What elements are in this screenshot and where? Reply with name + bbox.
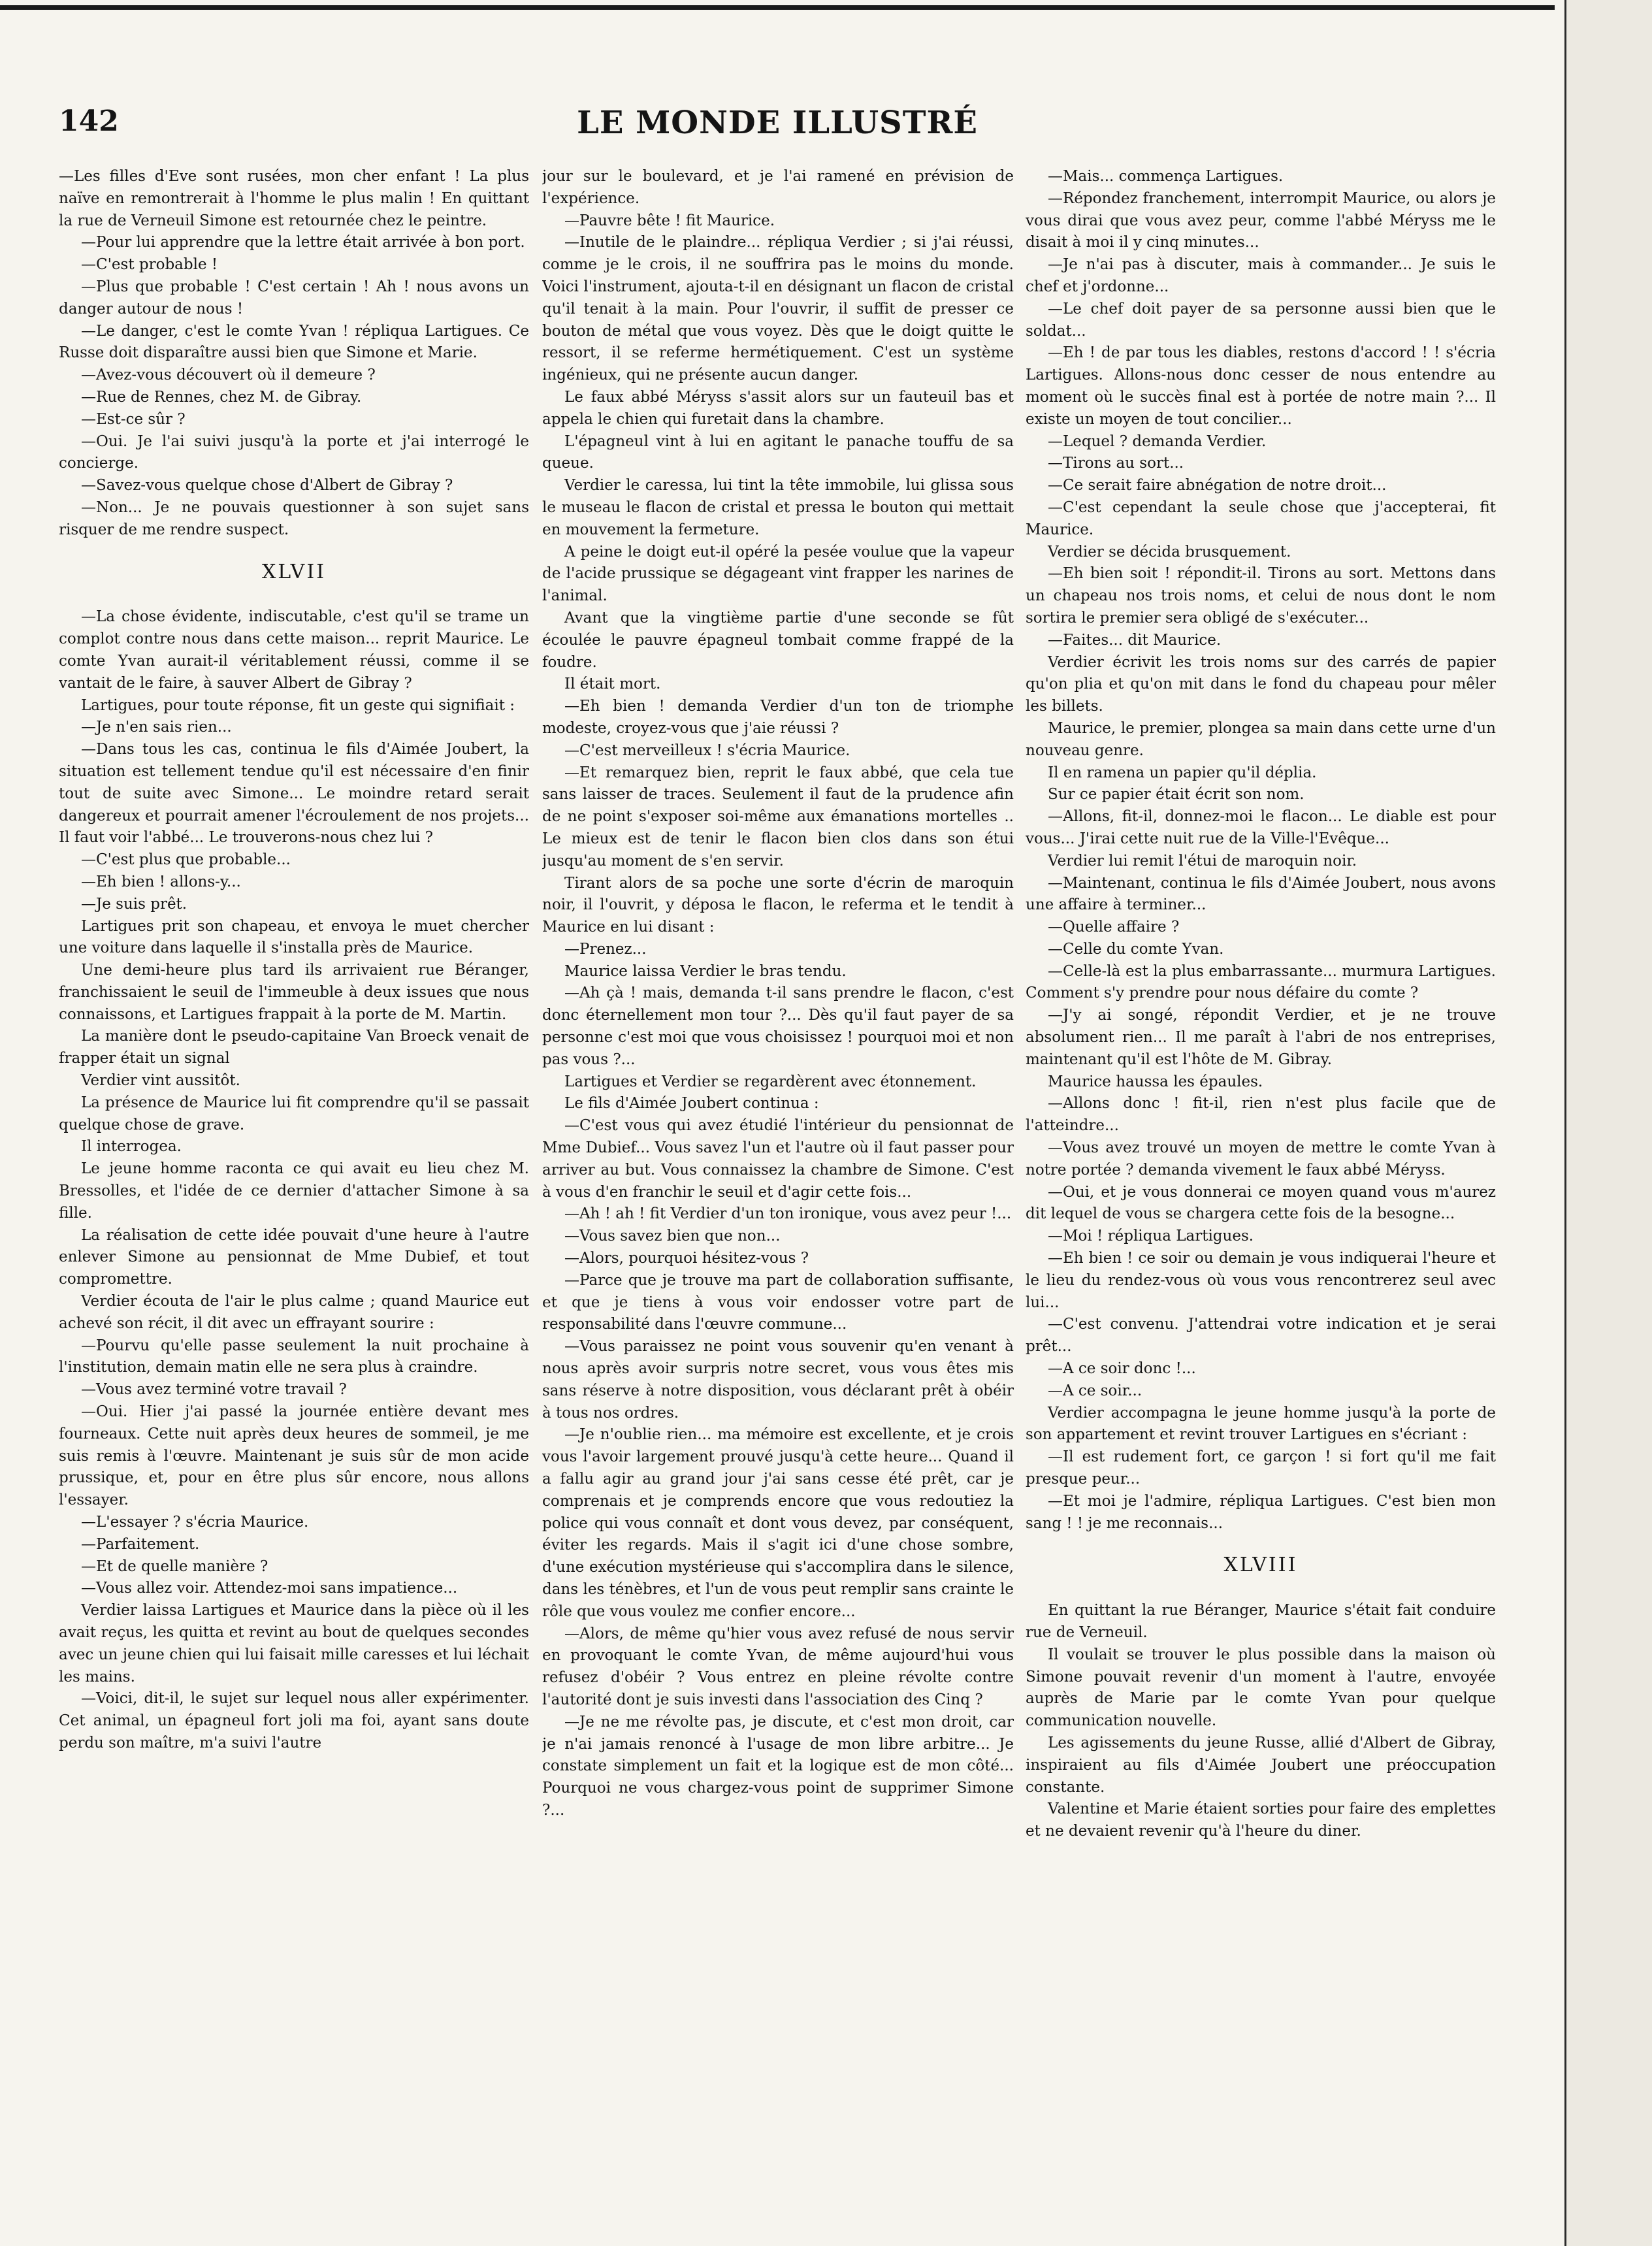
paragraph: —Eh bien ! allons-y... bbox=[81, 873, 241, 890]
paragraph: —Eh bien ! demanda Verdier d'un ton de triomphe modeste, croyez-vous que j'aie réussi ? bbox=[542, 698, 1014, 737]
paragraph: Valentine et Marie étaient sorties pour faire des emplettes et ne devaient revenir qu'à l'heure du diner. bbox=[1026, 1800, 1496, 1840]
running-title: LE MONDE ILLUSTRÉ bbox=[577, 105, 978, 141]
page-number: 142 bbox=[59, 105, 119, 138]
paragraph: Lartigues prit son chapeau, et envoya le muet chercher une voiture dans laquelle il s'installa près de Maurice. bbox=[59, 917, 529, 957]
paragraph: —Je ne me révolte pas, je discute, et c'est mon droit, car je n'ai jamais renoncé à l'usage de mon libre arbitre... Je constate simplement un fait et la logique est de mon côté... Pourquoi ne vous chargez-vous point de supprimer Simone ?... bbox=[542, 1713, 1014, 1819]
paragraph: Avant que la vingtième partie d'une seconde se fût écoulée le pauvre épagneul tombait comme frappé de la foudre. bbox=[542, 609, 1014, 671]
paragraph: —C'est vous qui avez étudié l'intérieur du pensionnat de Mme Dubief... Vous savez l'un et l'autre où il faut passer pour arriver au but. Vous connaissez la chambre de Simone. C'est à vous d'en franchir le seuil et d'agir cette fois... bbox=[542, 1117, 1014, 1201]
paragraph: —Parce que je trouve ma part de collaboration suffisante, et que je tiens à vous voir endosser votre part de responsabilité dans l'œuvre commune... bbox=[542, 1271, 1014, 1333]
paragraph: Tirant alors de sa poche une sorte d'écrin de maroquin noir, il l'ouvrit, y déposa le flacon, le referma et le tendit à Maurice en lui disant : bbox=[542, 874, 1014, 936]
paragraph: —Voici, dit-il, le sujet sur lequel nous aller expérimenter. Cet animal, un épagneul fort joli ma foi, ayant sans doute perdu son maître, m'a suivi l'autre bbox=[59, 1690, 529, 1751]
paragraph: —J'y ai songé, répondit Verdier, et je ne trouve absolument rien... Il me paraît à l'abri de nos entreprises, maintenant qu'il est l'hôte de M. Gibray. bbox=[1026, 1007, 1496, 1068]
paragraph: —Savez-vous quelque chose d'Albert de Gibray ? bbox=[81, 477, 453, 495]
paragraph: —Eh bien soit ! répondit-il. Tirons au sort. Mettons dans un chapeau nos trois noms, et celui de nous dont le nom sortira le premier sera obligé de s'exécuter... bbox=[1026, 565, 1496, 627]
paragraph: Maurice laissa Verdier le bras tendu. bbox=[564, 962, 847, 980]
paragraph: jour sur le boulevard, et je l'ai ramené en prévision de l'expérience. bbox=[542, 168, 1014, 207]
paragraph: —Les filles d'Eve sont rusées, mon cher enfant ! La plus naïve en remontrerait à l'homme le plus malin ! En quittant la rue de Verneuil Simone est retournée chez le peintre. bbox=[59, 168, 529, 229]
paragraph: —Pourvu qu'elle passe seulement la nuit prochaine à l'institution, demain matin elle ne sera plus à craindre. bbox=[59, 1337, 529, 1376]
paragraph: Il était mort. bbox=[564, 675, 661, 693]
paragraph: —Allons, fit-il, donnez-moi le flacon... Le diable est pour vous... J'irai cette nuit rue de la Ville-l'Evêque... bbox=[1026, 808, 1496, 847]
paragraph: Maurice, le premier, plongea sa main dans cette urne d'un nouveau genre. bbox=[1026, 719, 1496, 759]
paragraph: —Prenez... bbox=[564, 940, 647, 958]
paragraph: Une demi-heure plus tard ils arrivaient rue Béranger, franchissaient le seuil de l'immeuble à deux issues que nous connaissons, et Lartigues frappait à la porte de M. Martin. bbox=[59, 962, 529, 1023]
paragraph: —Tirons au sort... bbox=[1048, 455, 1184, 472]
column-2 bbox=[542, 166, 1014, 2204]
column-1 bbox=[59, 166, 529, 2204]
paragraph: —Est-ce sûr ? bbox=[81, 410, 186, 428]
paragraph: La réalisation de cette idée pouvait d'une heure à l'autre enlever Simone au pensionnat de Mme Dubief, et tout compromettre. bbox=[59, 1226, 529, 1288]
paragraph: —Ce serait faire abnégation de notre droit... bbox=[1048, 477, 1387, 495]
paragraph: —A ce soir donc !... bbox=[1048, 1360, 1196, 1378]
paragraph: —Je n'ai pas à discuter, mais à commander... Je suis le chef et j'ordonne... bbox=[1026, 256, 1496, 295]
paragraph: —C'est probable ! bbox=[81, 256, 218, 274]
paragraph: —Oui. Hier j'ai passé la journée entière devant mes fourneaux. Cette nuit après deux heures de sommeil, je me suis remis à l'œuvre. Maintenant je suis sûr de mon acide prussique, et, pour en être plus sûr encore, nous allons l'essayer. bbox=[59, 1403, 529, 1509]
paragraph: Lartigues, pour toute réponse, fit un geste qui signifiait : bbox=[81, 696, 515, 714]
paragraph: —Vous allez voir. Attendez-moi sans impatience... bbox=[81, 1580, 458, 1597]
paragraph: Lartigues et Verdier se regardèrent avec étonnement. bbox=[564, 1073, 977, 1090]
paragraph: —Vous avez trouvé un moyen de mettre le comte Yvan à notre portée ? demanda vivement le faux abbé Méryss. bbox=[1026, 1139, 1496, 1179]
paragraph: —Le danger, c'est le comte Yvan ! répliqua Lartigues. Ce Russe doit disparaître aussi bien que Simone et Marie. bbox=[59, 322, 529, 362]
paragraph: —Faites... dit Maurice. bbox=[1048, 631, 1222, 649]
paragraph: L'épagneul vint à lui en agitant le panache touffu de sa queue. bbox=[542, 432, 1014, 472]
paragraph: Verdier écrivit les trois noms sur des carrés de papier qu'on plia et qu'on mit dans le fond du chapeau pour mêler les billets. bbox=[1026, 653, 1496, 715]
paragraph: —Je n'oublie rien... ma mémoire est excellente, et je crois vous l'avoir largement prouvé jusqu'à cette heure... Quand il a fallu agir au grand jour j'ai sans cesse été prêt, car je comprenais et je comprends encore que vous redoutiez la police qui vous connaît et dont vous devez, par conséquent, éviter les regards. Mais il s'agit ici d'une chose sombre, d'une exécution mystérieuse qui s'accomplira dans le silence, dans les ténèbres, et l'un de vous peut remplir sans crainte le rôle que vous voulez me confier encore... bbox=[542, 1426, 1014, 1620]
paragraph: —Répondez franchement, interrompit Maurice, ou alors je vous dirai que vous avez peur, comme l'abbé Méryss me le disait à moi il y cinq minutes... bbox=[1026, 189, 1496, 252]
paragraph: —Oui. Je l'ai suivi jusqu'à la porte et j'ai interrogé le concierge. bbox=[59, 432, 529, 472]
paragraph: —Et de quelle manière ? bbox=[81, 1557, 268, 1575]
paragraph: —Il est rudement fort, ce garçon ! si fort qu'il me fait presque peur... bbox=[1026, 1448, 1496, 1488]
paragraph: —Avez-vous découvert où il demeure ? bbox=[81, 366, 376, 384]
paragraph: —C'est merveilleux ! s'écria Maurice. bbox=[564, 741, 850, 759]
paragraph: —C'est cependant la seule chose que j'accepterai, fit Maurice. bbox=[1026, 498, 1496, 538]
facing-page-edge bbox=[1564, 0, 1652, 2246]
paragraph: —Moi ! répliqua Lartigues. bbox=[1048, 1228, 1254, 1245]
paragraph: Les agissements du jeune Russe, allié d'Albert de Gibray, inspiraient au fils d'Aimée Joubert une préoccupation constante. bbox=[1026, 1734, 1496, 1796]
paragraph: —Et moi je l'admire, répliqua Lartigues. C'est bien mon sang ! ! je me reconnais... bbox=[1026, 1492, 1496, 1532]
paragraph: Verdier laissa Lartigues et Maurice dans la pièce où il les avait reçus, les quitta et revint au bout de quelques secondes avec un jeune chien qui lui faisait mille caresses et lui léchait les mains. bbox=[59, 1602, 529, 1685]
paragraph: —Et remarquez bien, reprit le faux abbé, que cela tue sans laisser de traces. Seulement il faut de la prudence afin de ne point s'exposer soi-même aux émanations mortelles .. Le mieux est de tenir le flacon bien clos dans son étui jusqu'au moment de s'en servir. bbox=[542, 764, 1014, 870]
paragraph: —Celle du comte Yvan. bbox=[1048, 940, 1224, 958]
top-rule bbox=[0, 5, 1555, 10]
paragraph: —Rue de Rennes, chez M. de Gibray. bbox=[81, 388, 362, 406]
paragraph: En quittant la rue Béranger, Maurice s'était fait conduire rue de Verneuil. bbox=[1026, 1602, 1496, 1641]
paragraph: Maurice haussa les épaules. bbox=[1048, 1073, 1263, 1090]
paragraph: Il en ramena un papier qu'il déplia. bbox=[1048, 764, 1317, 781]
paragraph: —Parfaitement. bbox=[81, 1535, 200, 1553]
paragraph: Le jeune homme raconta ce qui avait eu lieu chez M. Bressolles, et l'idée de ce dernier d'attacher Simone à sa fille. bbox=[59, 1160, 529, 1222]
paragraph: —Pour lui apprendre que la lettre était arrivée à bon port. bbox=[81, 234, 525, 252]
paragraph: —Lequel ? demanda Verdier. bbox=[1048, 432, 1267, 450]
paragraph: —Non... Je ne pouvais questionner à son sujet sans risquer de me rendre suspect. bbox=[59, 498, 529, 538]
paragraph: —Dans tous les cas, continua le fils d'Aimée Joubert, la situation est tellement tendue qu'il est nécessaire d'en finir tout de suite avec Simone... Le moindre retard serait dangereux et pourrait amener l'écroulement de nos projets... Il faut voir l'abbé... Le trouverons-nous chez lui ? bbox=[59, 741, 529, 847]
column-3 bbox=[1026, 166, 1496, 2204]
paragraph: Verdier le caressa, lui tint la tête immobile, lui glissa sous le museau le flacon de cristal et pressa le bouton qui mettait en mouvement la fermeture. bbox=[542, 477, 1014, 538]
paragraph: —La chose évidente, indiscutable, c'est qu'il se trame un complot contre nous dans cette maison... reprit Maurice. Le comte Yvan aurait-il véritablement réussi, comme il se vantait de le faire, à sauver Albert de Gibray ? bbox=[59, 608, 529, 692]
paragraph: Verdier écouta de l'air le plus calme ; quand Maurice eut achevé son récit, il dit avec un effrayant sourire : bbox=[59, 1293, 529, 1332]
paragraph: —Vous avez terminé votre travail ? bbox=[81, 1381, 347, 1399]
paragraph: Il interrogea. bbox=[81, 1138, 182, 1156]
chapter-heading: XLVIII bbox=[1223, 1554, 1298, 1577]
paragraph: —Je n'en sais rien... bbox=[81, 719, 232, 736]
paragraph: —Oui, et je vous donnerai ce moyen quand vous m'aurez dit lequel de vous se chargera cette fois de la besogne... bbox=[1026, 1183, 1496, 1223]
paragraph: —Plus que probable ! C'est certain ! Ah ! nous avons un danger autour de nous ! bbox=[59, 278, 529, 317]
paragraph: —Pauvre bête ! fit Maurice. bbox=[564, 212, 775, 229]
paragraph: —Quelle affaire ? bbox=[1048, 919, 1180, 936]
chapter-heading: XLVII bbox=[261, 560, 327, 583]
paragraph: —Eh ! de par tous les diables, restons d'accord ! ! s'écria Lartigues. Allons-nous donc cesser de nous entendre au moment où le succès final est à portée de notre main ?... Il existe un moyen de tout concilier... bbox=[1026, 344, 1496, 428]
paragraph: —Ah ! ah ! fit Verdier d'un ton ironique, vous avez peur !... bbox=[564, 1205, 1012, 1223]
paragraph: —Vous paraissez ne point vous souvenir qu'en venant à nous après avoir surpris notre secret, vous vous êtes mis sans réserve à notre disposition, vous déclarant prêt à obéir à tous nos ordres. bbox=[542, 1338, 1014, 1422]
paragraph: —A ce soir... bbox=[1048, 1382, 1142, 1399]
paragraph: —Mais... commença Lartigues. bbox=[1048, 168, 1284, 185]
paragraph: Verdier accompagna le jeune homme jusqu'à la porte de son appartement et revint trouver Lartigues en s'écriant : bbox=[1026, 1404, 1496, 1444]
paragraph: Le fils d'Aimée Joubert continua : bbox=[564, 1095, 819, 1113]
paragraph: Le faux abbé Méryss s'assit alors sur un fauteuil bas et appela le chien qui furetait dans la chambre. bbox=[542, 388, 1014, 428]
paragraph: Verdier lui remit l'étui de maroquin noir. bbox=[1048, 852, 1357, 870]
paragraph: —Je suis prêt. bbox=[81, 895, 187, 913]
paragraph: Verdier vint aussitôt. bbox=[81, 1072, 240, 1090]
paragraph: Sur ce papier était écrit son nom. bbox=[1048, 786, 1304, 804]
paragraph: —Vous savez bien que non... bbox=[564, 1228, 781, 1245]
paragraph: —Allons donc ! fit-il, rien n'est plus facile que de l'atteindre... bbox=[1026, 1095, 1496, 1135]
paragraph: —Le chef doit payer de sa personne aussi bien que le soldat... bbox=[1026, 300, 1496, 340]
paragraph: —Alors, de même qu'hier vous avez refusé de nous servir en provoquant le comte Yvan, de même aujourd'hui vous refusez d'obéir ? Vous entrez en pleine révolte contre l'autorité dont je suis investi dans l'association des Cinq ? bbox=[542, 1625, 1014, 1708]
paragraph: —Alors, pourquoi hésitez-vous ? bbox=[564, 1250, 809, 1267]
paragraph: La manière dont le pseudo-capitaine Van Broeck venait de frapper était un signal bbox=[59, 1028, 529, 1067]
paragraph: —Inutile de le plaindre... répliqua Verdier ; si j'ai réussi, comme je le crois, il ne souffrira pas le moins du monde. Voici l'instrument, ajouta-t-il en désignant un flacon de cristal qu'il tenait à la main. Pour l'ouvrir, il suffit de presser ce bouton de métal que vous voyez. Dès que le doigt quitte le ressort, il se referme hermétiquement. C'est un système ingénieux, qui ne présente aucun danger. bbox=[542, 234, 1014, 384]
paragraph: —Eh bien ! ce soir ou demain je vous indiquerai l'heure et le lieu du rendez-vous où vous vous rencontrerez seul avec lui... bbox=[1026, 1250, 1496, 1311]
paragraph: Il voulait se trouver le plus possible dans la maison où Simone pouvait revenir d'un moment à l'autre, envoyée auprès de Marie par le comte Yvan pour quelque communication nouvelle. bbox=[1026, 1646, 1496, 1730]
paragraph: —Ah çà ! mais, demanda t-il sans prendre le flacon, c'est donc éternellement mon tour ?... Dès qu'il faut payer de sa personne c'est moi que vous choisissez ! pourquoi moi et non pas vous ?... bbox=[542, 985, 1014, 1068]
paragraph: —Celle-là est la plus embarrassante... murmura Lartigues. Comment s'y prendre pour nous défaire du comte ? bbox=[1026, 962, 1496, 1002]
paragraph: Verdier se décida brusquement. bbox=[1048, 543, 1291, 561]
paragraph: —C'est convenu. J'attendrai votre indication et je serai prêt... bbox=[1026, 1316, 1496, 1356]
paragraph: —L'essayer ? s'écria Maurice. bbox=[81, 1514, 309, 1531]
paragraph: A peine le doigt eut-il opéré la pesée voulue que la vapeur de l'acide prussique se dégageant vint frapper les narines de l'animal. bbox=[542, 543, 1014, 605]
paragraph: La présence de Maurice lui fit comprendre qu'il se passait quelque chose de grave. bbox=[59, 1094, 529, 1133]
paragraph: —Maintenant, continua le fils d'Aimée Joubert, nous avons une affaire à terminer... bbox=[1026, 874, 1496, 914]
paragraph: —C'est plus que probable... bbox=[81, 851, 291, 869]
